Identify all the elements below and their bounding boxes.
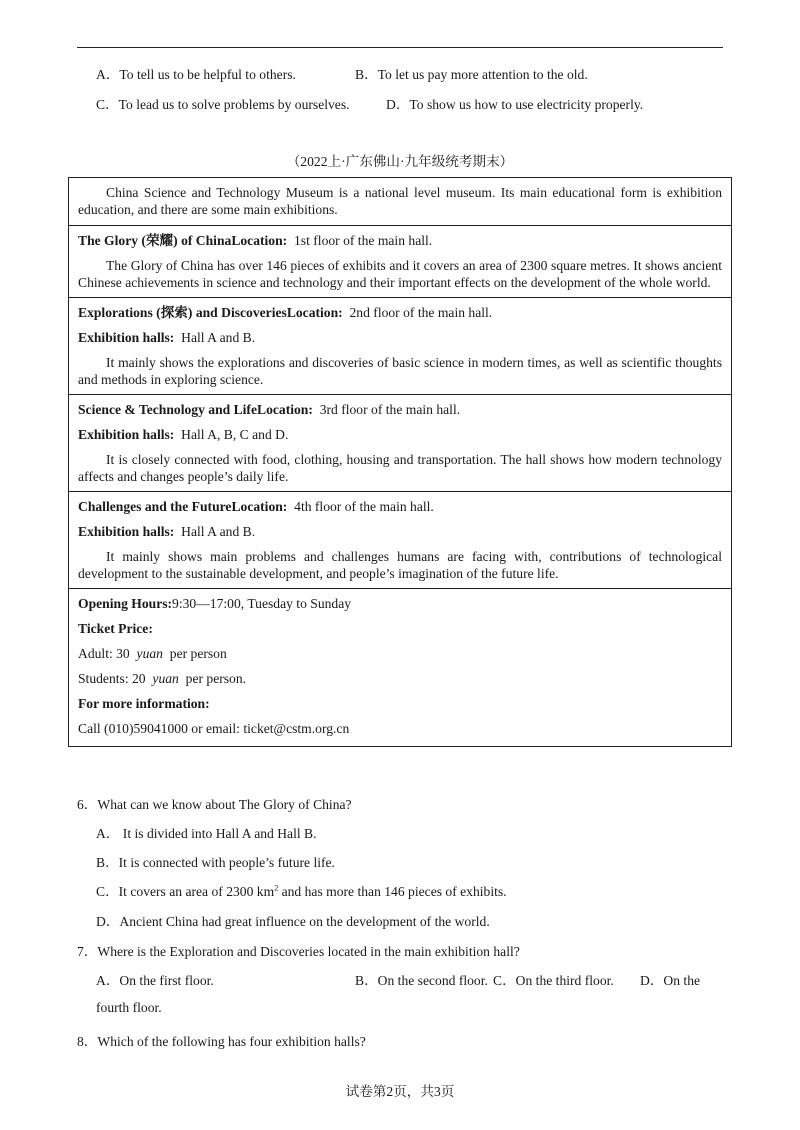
exhibit-location: 2nd floor of the main hall. (349, 305, 493, 320)
q6-option-c-rest: and has more than 146 pieces of exhibits. (278, 884, 507, 899)
halls-value: Hall A and B. (181, 524, 256, 539)
more-info-text: For more information: (78, 696, 210, 711)
ticket-label-text: Ticket Price: (78, 621, 153, 636)
exhibit-desc: It mainly shows the explorations and discoveries of basic science in modern times, as well as scientific thoughts and methods in exploring science. (78, 355, 722, 387)
prev-option-a: A．To tell us to be helpful to others. (96, 67, 296, 82)
superscript-2: 2 (274, 883, 279, 893)
student-price (78, 670, 722, 687)
student-price-suffix: per person. (185, 671, 247, 686)
exhibit-halls (78, 523, 722, 540)
halls-value: Hall A and B. (181, 330, 256, 345)
exhibit-header (78, 498, 722, 515)
prev-option-d: D．To show us how to use electricity properly. (386, 97, 644, 112)
intro-text: China Science and Technology Museum is a national level museum. Its main educational form is exhibition education, and there are some main exhibitions. (78, 185, 722, 217)
q6-option-c (96, 880, 507, 900)
halls-value: Hall A, B, C and D. (181, 427, 289, 442)
exhibit-desc: It is closely connected with food, clothing, housing and transportation. The hall shows how modern technology affects and changes people’s daily life. (78, 452, 722, 484)
exhibit-location: 1st floor of the main hall. (294, 233, 433, 248)
halls-label: Exhibition halls: (78, 427, 175, 442)
intro-row (69, 178, 732, 226)
q7-option-d: D．On the (640, 973, 701, 988)
q7-option-b: B．On the second floor. (355, 973, 488, 988)
exhibit-header (78, 401, 722, 418)
prev-option-b: B．To let us pay more attention to the old. (355, 67, 588, 82)
exhibit-desc: The Glory of China has over 146 pieces of exhibits and it covers an area of 2300 square metres. It shows ancient Chinese achievements in science and technology and their important effects on the development of the whole world. (78, 258, 722, 290)
student-price-amount: Students: 20 (78, 671, 146, 686)
exhibit-row-3 (69, 395, 732, 492)
more-info-label (78, 695, 722, 712)
exhibit-header (78, 304, 722, 321)
page-footer: 试卷第2页，共3页 (345, 1084, 455, 1099)
hours-label: Opening Hours: (78, 596, 173, 611)
exhibit-title: Explorations (探索) and Discoveries (78, 305, 287, 320)
top-rule (77, 47, 723, 48)
exhibit-row-1 (69, 226, 732, 298)
source-label: （2022上·广东佛山·九年级统考期末） (286, 154, 514, 169)
hours-value: 9:30—17:00, Tuesday to Sunday (172, 596, 352, 611)
exhibit-row-2 (69, 298, 732, 395)
location-label: Location: (231, 499, 288, 514)
question-7-stem: 7．Where is the Exploration and Discoveries located in the main exhibition hall? (77, 944, 520, 959)
location-label: Location: (286, 305, 343, 320)
exhibit-header (78, 232, 722, 249)
location-label: Location: (231, 233, 288, 248)
museum-info-table (68, 177, 732, 747)
halls-label: Exhibition halls: (78, 524, 175, 539)
q6-option-c-text: C．It covers an area of 2300 km (96, 884, 275, 899)
ticket-price-label (78, 620, 722, 637)
halls-label: Exhibition halls: (78, 330, 175, 345)
exhibit-location: 3rd floor of the main hall. (319, 402, 461, 417)
exhibit-title: Science & Technology and Life (78, 402, 257, 417)
q7-option-a: A．On the first floor. (96, 973, 214, 988)
adult-price (78, 645, 722, 662)
exhibit-desc: It mainly shows main problems and challenges humans are facing with, contributions of technological development to the sustainable development, and people’s imagination of the future life. (78, 549, 722, 581)
question-8-stem: 8．Which of the following has four exhibition halls? (77, 1034, 366, 1049)
q6-option-d: D．Ancient China had great influence on the development of the world. (96, 914, 490, 929)
question-6-stem: 6．What can we know about The Glory of China? (77, 797, 352, 812)
exhibit-title: The Glory (荣耀) of China (78, 233, 232, 248)
adult-price-amount: Adult: 30 (78, 646, 130, 661)
contact-info: Call (010)59041000 or email: ticket@cstm.org.cn (78, 721, 350, 736)
q6-option-b: B．It is connected with people’s future life. (96, 855, 335, 870)
prev-option-c: C．To lead us to solve problems by ourselves. (96, 97, 350, 112)
student-price-unit: yuan (152, 671, 179, 686)
exhibit-halls (78, 329, 722, 346)
q7-option-d-wrap: fourth floor. (96, 1000, 162, 1015)
exhibit-row-4 (69, 492, 732, 589)
adult-price-suffix: per person (169, 646, 227, 661)
exhibit-location: 4th floor of the main hall. (294, 499, 434, 514)
location-label: Location: (257, 402, 313, 417)
info-row (69, 589, 732, 747)
opening-hours (78, 595, 722, 612)
exhibit-halls (78, 426, 722, 443)
exhibit-title: Challenges and the Future (78, 499, 232, 514)
q7-option-c: C．On the third floor. (493, 973, 614, 988)
adult-price-unit: yuan (136, 646, 163, 661)
q6-option-a: A． It is divided into Hall A and Hall B. (96, 826, 317, 841)
